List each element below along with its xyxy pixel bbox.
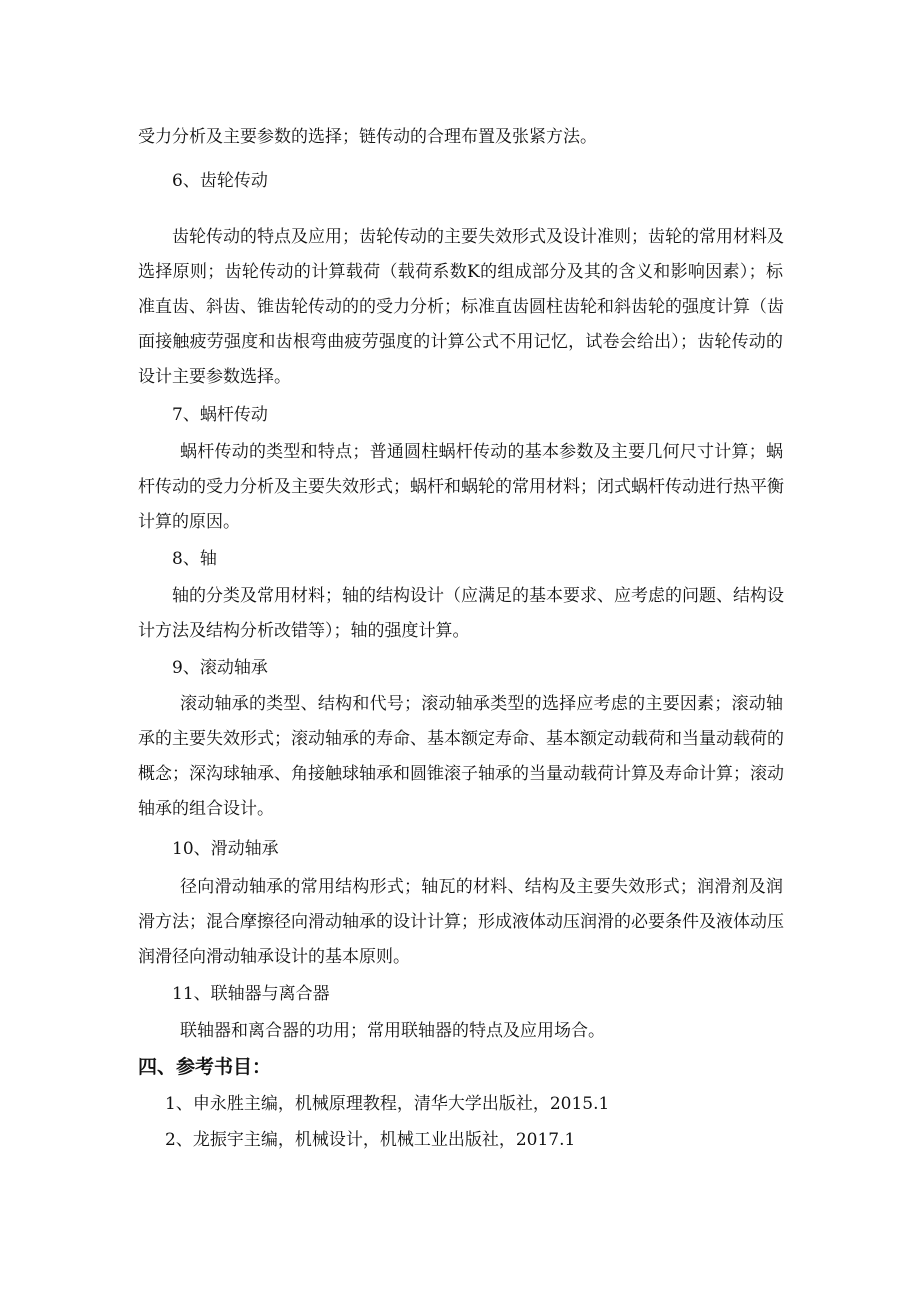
paragraph-gear-line: 齿轮传动的特点及应用；齿轮传动的主要失效形式及设计准则；齿轮的常用材料及 bbox=[172, 227, 784, 247]
heading-sliding-bearing: 10、滑动轴承 bbox=[172, 839, 279, 859]
paragraph-rolling-line: 概念；深沟球轴承、角接触球轴承和圆锥滚子轴承的当量动载荷计算及寿命计算；滚动 bbox=[138, 764, 784, 784]
paragraph-gear-line: 选择原则；齿轮传动的计算载荷（载荷系数K的组成部分及其的含义和影响因素）；标 bbox=[138, 262, 783, 282]
paragraph-chain-tail: 受力分析及主要参数的选择；链传动的合理布置及张紧方法。 bbox=[138, 127, 597, 147]
paragraph-shaft-line: 轴的分类及常用材料；轴的结构设计（应满足的基本要求、应考虑的问题、结构设 bbox=[172, 586, 784, 606]
paragraph-coupling: 联轴器和离合器的功用；常用联轴器的特点及应用场合。 bbox=[180, 1021, 605, 1041]
heading-shaft: 8、轴 bbox=[172, 549, 217, 569]
paragraph-worm-line: 蜗杆传动的类型和特点；普通圆柱蜗杆传动的基本参数及主要几何尺寸计算；蜗 bbox=[180, 442, 783, 462]
reference-item: 2、龙振宇主编，机械设计，机械工业出版社，2017.1 bbox=[165, 1130, 576, 1150]
heading-worm-transmission: 7、蜗杆传动 bbox=[172, 405, 268, 425]
paragraph-rolling-line: 轴承的组合设计。 bbox=[138, 799, 274, 819]
heading-gear-transmission: 6、齿轮传动 bbox=[172, 171, 268, 191]
paragraph-sliding-line: 滑方法；混合摩擦径向滑动轴承的设计计算；形成液体动压润滑的必要条件及液体动压 bbox=[138, 912, 784, 932]
paragraph-gear-line: 面接触疲劳强度和齿根弯曲疲劳强度的计算公式不用记忆，试卷会给出）；齿轮传动的 bbox=[138, 332, 783, 352]
paragraph-sliding-line: 径向滑动轴承的常用结构形式；轴瓦的材料、结构及主要失效形式；润滑剂及润 bbox=[180, 877, 783, 897]
reference-item: 1、申永胜主编，机械原理教程，清华大学出版社，2015.1 bbox=[165, 1094, 610, 1114]
paragraph-worm-line: 杆传动的受力分析及主要失效形式；蜗杆和蜗轮的常用材料；闭式蜗杆传动进行热平衡 bbox=[138, 477, 784, 497]
paragraph-gear-line: 准直齿、斜齿、锥齿轮传动的的受力分析；标准直齿圆柱齿轮和斜齿轮的强度计算（齿 bbox=[138, 297, 784, 317]
paragraph-sliding-line: 润滑径向滑动轴承设计的基本原则。 bbox=[138, 947, 410, 967]
paragraph-rolling-line: 滚动轴承的类型、结构和代号；滚动轴承类型的选择应考虑的主要因素；滚动轴 bbox=[180, 694, 783, 714]
heading-rolling-bearing: 9、滚动轴承 bbox=[172, 658, 268, 678]
paragraph-shaft-line: 计方法及结构分析改错等）；轴的强度计算。 bbox=[138, 621, 470, 641]
paragraph-worm-line: 计算的原因。 bbox=[138, 512, 240, 532]
section-heading-references: 四、参考书目： bbox=[138, 1056, 272, 1078]
paragraph-rolling-line: 承的主要失效形式；滚动轴承的寿命、基本额定寿命、基本额定动载荷和当量动载荷的 bbox=[138, 729, 784, 749]
heading-coupling-clutch: 11、联轴器与离合器 bbox=[172, 984, 330, 1004]
paragraph-gear-line: 设计主要参数选择。 bbox=[138, 367, 291, 387]
